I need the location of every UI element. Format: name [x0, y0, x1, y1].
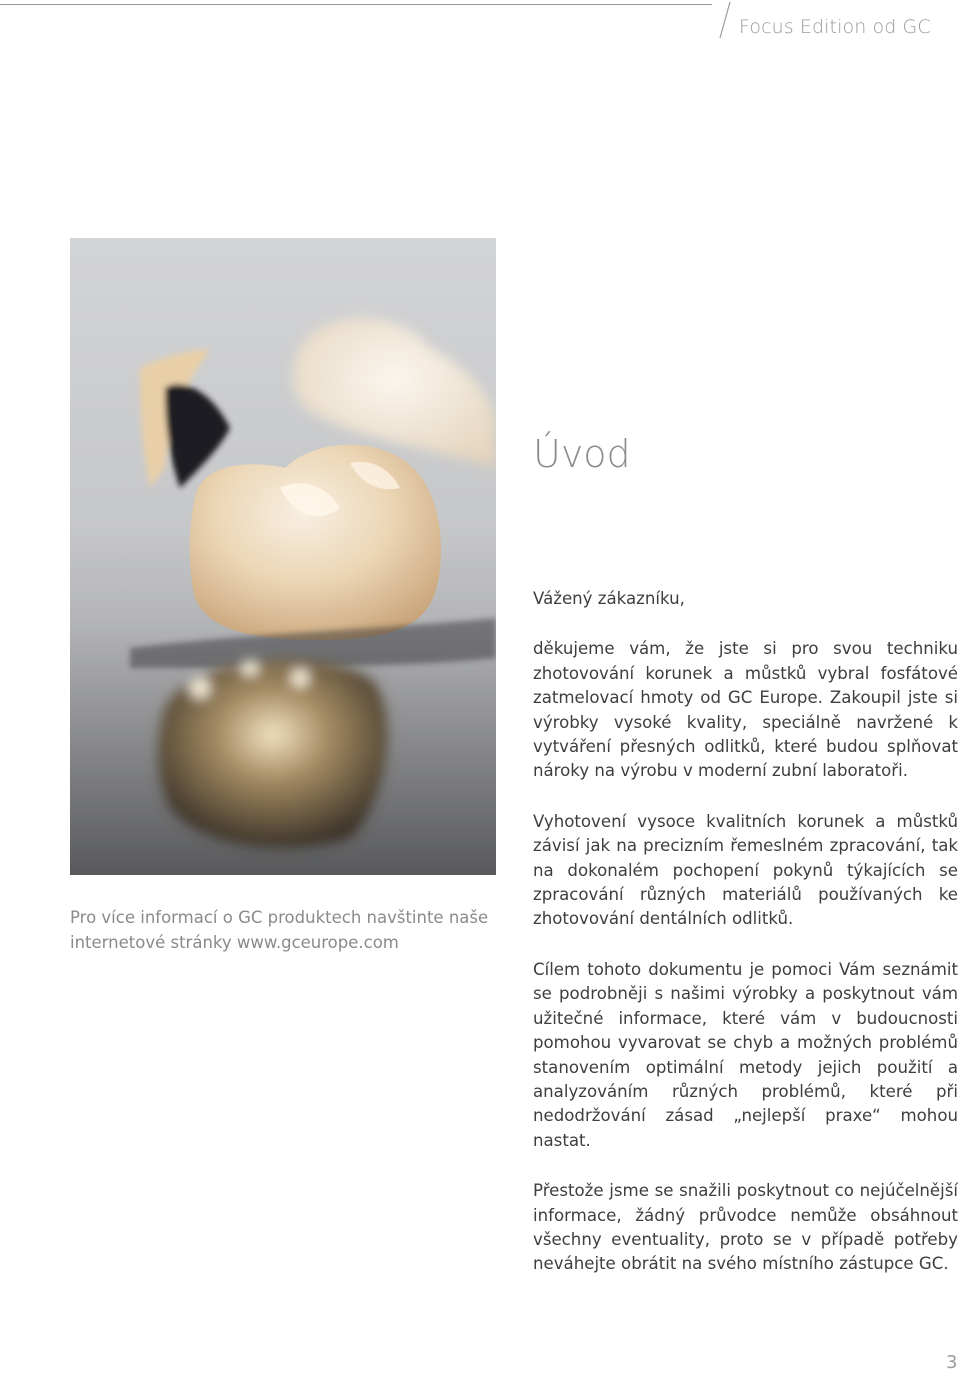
header-rule [0, 4, 712, 5]
paragraph-2: Vyhotovení vysoce kvalitních korunek a můstků závisí jak na precizním řemeslném zpracování, tak na dokonalém pochopení pokynů týkajících se zpracování různých materiálů používaných ke zhotovování dentálních odlitků. [533, 811, 958, 929]
section-title: Úvod [533, 432, 631, 476]
page-number: 3 [946, 1352, 958, 1373]
paragraph-3: Cílem tohoto dokumentu je pomoci Vám seznámit se podrobněji s našimi výrobky a poskytnout vám užitečné informace, které vám v budoucnosti pomohou vyvarovat se chyb a možných problémů stanovením optimální metody jejich použití a analyzováním různých problémů, které při nedodržování zásad „nejlepší praxe“ mohou nastat. [533, 959, 958, 1150]
website-info-note: Pro více informací o GC produktech navštinte naše internetové stránky www.gceurope.com [70, 908, 489, 952]
intro-text [533, 587, 958, 1303]
dental-crowns-photo [70, 238, 496, 875]
paragraph-1: děkujeme vám, že jste si pro svou techniku zhotovování korunek a můstků vybral fosfátové zatmelovací hmoty od GC Europe. Zakoupil jste si výrobky vysoké kvality, speciálně navržené k vytváření přesných odlitků, které budou splňovat nároky na výrobu v moderní zubní laboratoři. [533, 639, 958, 781]
header-publication-title: Focus Edition od GC [739, 16, 931, 38]
paragraph-4: Přestože jsme se snažili poskytnout co nejúčelnější informace, žádný průvodce nemůže obsáhnout všechny eventuality, proto se v případě potřeby neváhejte obrátit na svého místního zástupce GC. [533, 1181, 958, 1274]
header-slash-divider [700, 0, 740, 40]
greeting: Vážený zákazníku, [533, 589, 685, 608]
